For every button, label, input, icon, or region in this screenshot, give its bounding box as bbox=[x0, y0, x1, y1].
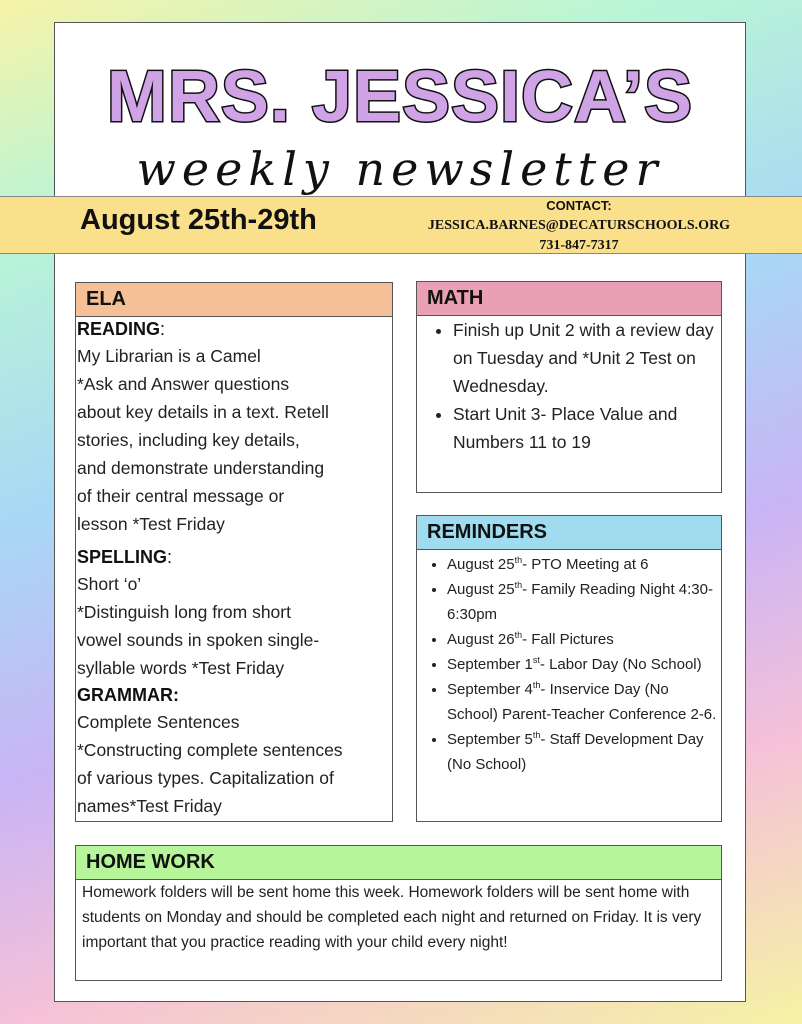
math-section bbox=[416, 281, 722, 493]
newsletter-title: MRS. JESSICA’S bbox=[106, 57, 694, 137]
reminder-item: • September 5th- Staff Development Day (No School) bbox=[447, 727, 721, 777]
reminder-item: • September 1st- Labor Day (No School) bbox=[447, 652, 721, 677]
homework-text: Homework folders will be sent home this week. Homework folders will be sent home with students on Monday and should be completed each night and returned on Friday. It is very important that you practice reading with your child every night! bbox=[82, 884, 702, 951]
grammar-line: of various types. Capitalization of bbox=[77, 768, 334, 788]
spelling-heading: SPELLING: bbox=[77, 547, 173, 567]
reminders-section bbox=[416, 515, 722, 822]
newsletter-subtitle: weekly newsletter bbox=[136, 142, 664, 196]
grammar-heading: GRAMMAR: bbox=[77, 685, 179, 705]
reminders-heading: REMINDERS bbox=[417, 516, 721, 550]
week-dates: August 25th-29th bbox=[80, 204, 317, 236]
reading-line: My Librarian is a Camel bbox=[77, 346, 261, 366]
reminder-item: • September 4th- Inservice Day (No School) Parent-Teacher Conference 2-6. bbox=[447, 677, 721, 727]
spelling-line: *Distinguish long from short bbox=[77, 602, 291, 622]
ela-heading: ELA bbox=[76, 283, 392, 317]
grammar-line: *Constructing complete sentences bbox=[77, 740, 343, 760]
reminder-item: • August 26th- Fall Pictures bbox=[447, 627, 721, 652]
math-item: • Finish up Unit 2 with a review day on Tuesday and *Unit 2 Test on Wednesday. bbox=[453, 316, 721, 400]
grammar-line: Complete Sentences bbox=[77, 712, 240, 732]
contact-label: CONTACT: bbox=[546, 198, 612, 213]
reminder-item: • August 25th- PTO Meeting at 6 bbox=[447, 552, 721, 577]
math-list bbox=[417, 316, 721, 456]
ela-body bbox=[76, 316, 392, 820]
homework-heading: HOME WORK bbox=[76, 846, 721, 880]
reading-line: about key details in a text. Retell bbox=[77, 402, 329, 422]
reading-line: and demonstrate understanding bbox=[77, 458, 325, 478]
math-heading: MATH bbox=[417, 282, 721, 316]
grammar-line: names*Test Friday bbox=[77, 796, 222, 816]
spelling-line: Short ‘o’ bbox=[77, 574, 142, 594]
reading-line: of their central message or bbox=[77, 486, 285, 506]
ela-section bbox=[75, 282, 393, 822]
math-item: • Start Unit 3- Place Value and Numbers 11 to 19 bbox=[453, 400, 721, 456]
spelling-line: syllable words *Test Friday bbox=[77, 658, 285, 678]
spelling-line: vowel sounds in spoken single- bbox=[77, 630, 320, 650]
reading-line: *Ask and Answer questions bbox=[77, 374, 290, 394]
reading-line: lesson *Test Friday bbox=[77, 514, 225, 534]
contact-phone[interactable]: 731-847-7317 bbox=[539, 238, 619, 253]
homework-section bbox=[75, 845, 722, 981]
reminders-list bbox=[417, 552, 721, 777]
contact-email[interactable]: JESSICA.BARNES@DECATURSCHOOLS.ORG bbox=[427, 218, 731, 233]
contact-block bbox=[414, 196, 744, 256]
reading-line: stories, including key details, bbox=[77, 430, 300, 450]
reminder-item: • August 25th- Family Reading Night 4:30-6:30pm bbox=[447, 577, 721, 627]
reading-heading: READING: bbox=[77, 319, 166, 339]
